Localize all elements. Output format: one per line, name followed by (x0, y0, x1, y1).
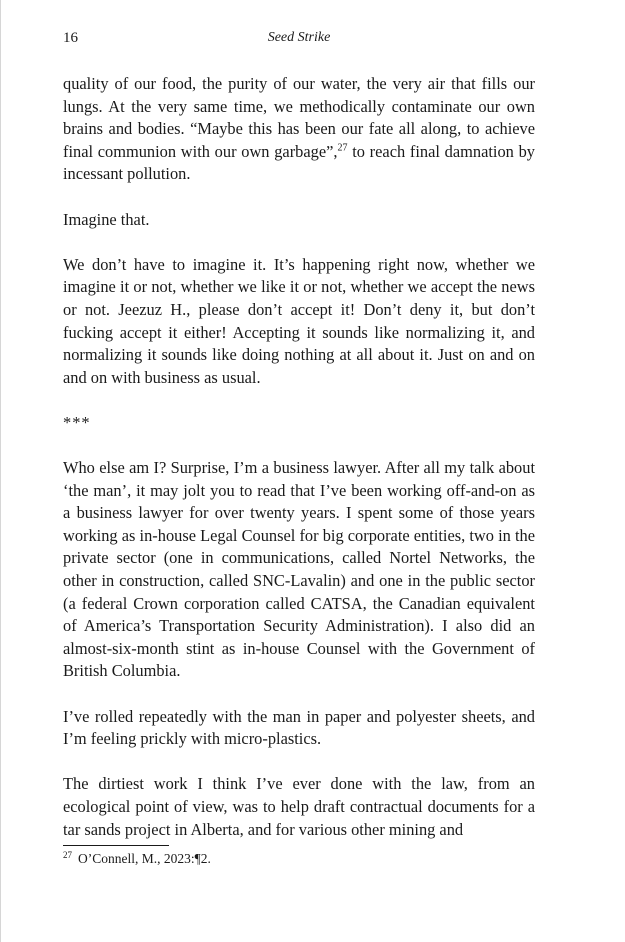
footnote-rule (63, 845, 169, 846)
paragraph-6: The dirtiest work I think I’ve ever done with the law, from an ecological point of view, was to help draft contractual documents for a tar sands project in Alberta, and for various other mining and (63, 774, 535, 839)
section-divider: *** (63, 412, 91, 432)
paragraph-3: We don’t have to imagine it. It’s happening right now, whether we imagine it or not, whether we like it or not, whether we accept the news or not. Jeezuz H., please don’t accept it! Don’t deny it, but don’t fucking accept it either! Accepting it sounds like normalizing it, and normalizing it sounds like doing nothing at all about it. Just on and on and on with business as usual. (63, 254, 535, 387)
book-title: Seed Strike (267, 30, 331, 45)
paragraph-5: I’ve rolled repeatedly with the man in paper and polyester sheets, and I’m feeling prickly with micro-plastics. (63, 706, 535, 749)
running-head (63, 30, 535, 52)
footnote (63, 850, 535, 868)
paragraph-2: Imagine that. (63, 209, 150, 229)
footnote-reference: 27 (337, 142, 348, 154)
footnote-number: 27 (63, 849, 72, 860)
page-number: 16 (63, 30, 78, 46)
paragraph-1-text: quality of our food, the purity of our water, the very air that fills our lungs. At the very same time, we methodically contaminate our own brains and bodies. “Maybe this has been our fate all along, to achieve final communion with our own garbage”, (63, 74, 535, 161)
body-text (63, 73, 535, 841)
paragraph-4: Who else am I? Surprise, I’m a business lawyer. After all my talk about ‘the man’, it may jolt you to read that I’ve been working off-and-on as a business lawyer for over twenty years. I spent some of those years working as in-house Legal Counsel for big corporate entities, two in the private sector (one in communications, called Nortel Networks, the other in construction, called SNC-Lavalin) and one in the public sector (a federal Crown corporation called CATSA, the Canadian equivalent of America’s Transportation Security Administration). I also did an almost-six-month stint as in-house Counsel with the Government of British Columbia. (63, 458, 535, 681)
footnote-text: O’Connell, M., 2023:¶2. (78, 851, 211, 866)
paragraph-1-text-end: to reach final damnation by incessant pollution. (63, 141, 535, 184)
paragraph-1 (63, 73, 535, 186)
